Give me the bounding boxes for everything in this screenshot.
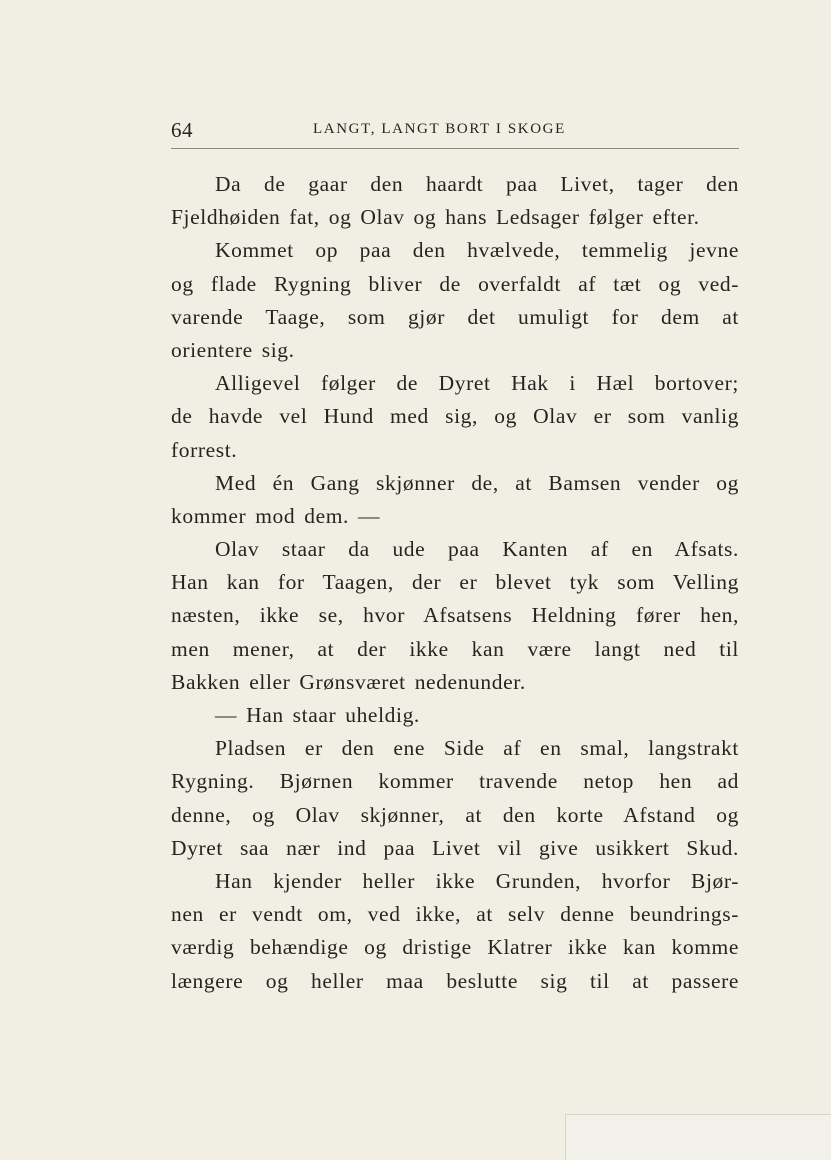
text-line: Rygning. Bjørnen kommer travende netop hen ad <box>171 769 739 794</box>
text-line: forrest. <box>171 437 238 462</box>
text-line: Med én Gang skjønner de, at Bamsen vender og <box>215 470 739 495</box>
page-corner-mark <box>565 1114 831 1160</box>
text-line: Han kan for Taagen, der er blevet tyk som Velling <box>171 570 739 595</box>
text-line: længere og heller maa beslutte sig til at passere <box>171 968 739 993</box>
text-line: — Han staar uheldig. <box>215 703 420 727</box>
running-head: LANGT, LANGT BORT I SKOGE <box>313 121 566 137</box>
text-line: Olav staar da ude paa Kanten af en Afsats. <box>215 537 739 562</box>
text-line: Bakken eller Grønsværet nedenunder. <box>171 669 526 694</box>
text-line: Dyret saa nær ind paa Livet vil give usikkert Skud. <box>171 835 739 860</box>
text-line: de havde vel Hund med sig, og Olav er som vanlig <box>171 404 739 429</box>
text-line: kommer mod dem. — <box>171 503 381 528</box>
text-line: og flade Rygning bliver de overfaldt af tæt og ved- <box>171 271 739 296</box>
text-line: varende Taage, som gjør det umuligt for dem at <box>171 304 739 329</box>
text-line: Da de gaar den haardt paa Livet, tager den <box>215 172 739 196</box>
text-line: Fjeldhøiden fat, og Olav og hans Ledsager følger efter. <box>171 205 700 230</box>
text-line: orientere sig. <box>171 337 295 362</box>
text-line: nen er vendt om, ved ikke, at selv denne beundrings- <box>171 902 739 927</box>
text-line: Alligevel følger de Dyret Hak i Hæl bortover; <box>215 371 739 396</box>
text-line: Kommet op paa den hvælvede, temmelig jevne <box>215 238 739 263</box>
text-line: Pladsen er den ene Side af en smal, langstrakt <box>215 736 739 761</box>
page-header <box>171 118 739 149</box>
body-text <box>171 168 739 998</box>
page-number: 64 <box>171 118 193 142</box>
text-line: Han kjender heller ikke Grunden, hvorfor Bjør- <box>215 868 739 893</box>
text-line: værdig behændige og dristige Klatrer ikke kan komme <box>171 935 739 960</box>
text-line: men mener, at der ikke kan være langt ned til <box>171 636 739 661</box>
text-line: næsten, ikke se, hvor Afsatsens Heldning fører hen, <box>171 603 739 628</box>
text-line: denne, og Olav skjønner, at den korte Afstand og <box>171 802 739 827</box>
